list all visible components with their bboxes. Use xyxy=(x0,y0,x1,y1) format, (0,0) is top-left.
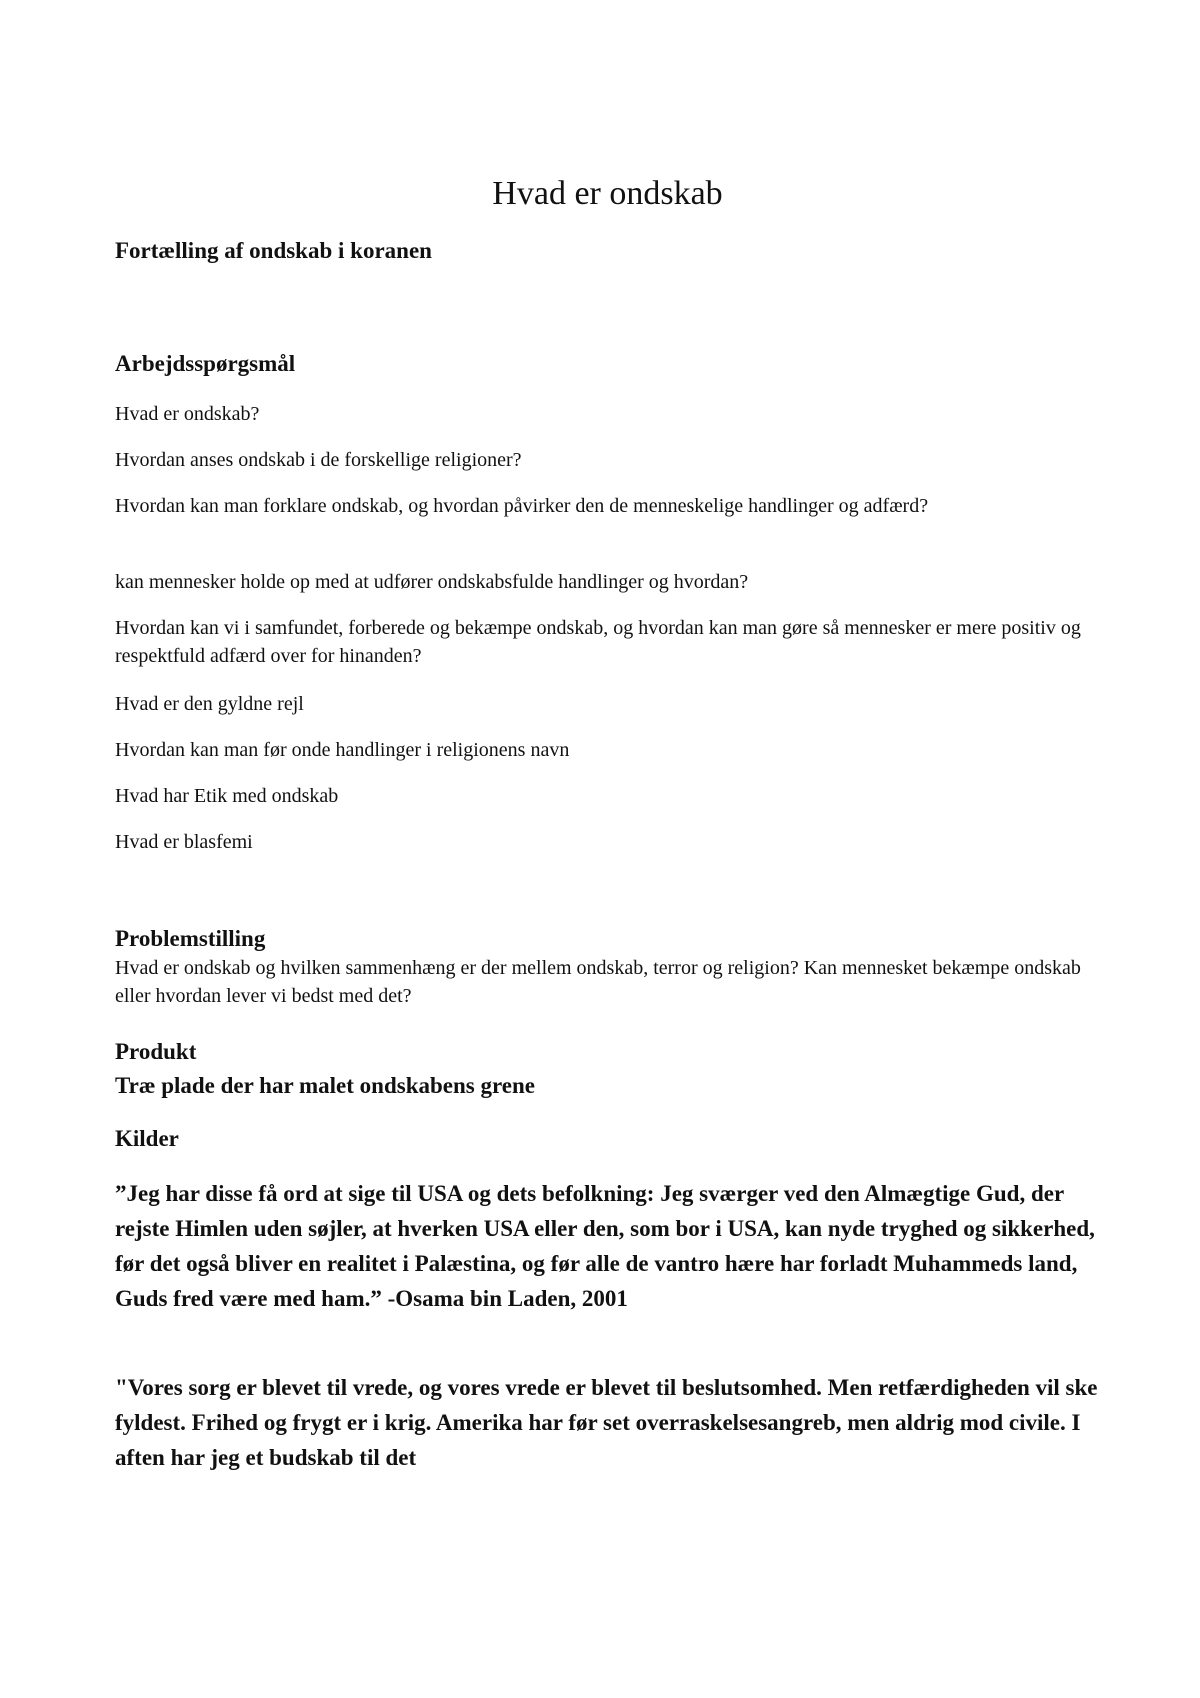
quote-osama: ”Jeg har disse få ord at sige til USA og dets befolkning: Jeg sværger ved den Almægtige Gud, der rejste Himlen uden søjler, at hverken USA eller den, som bor i USA, kan nyde tryghed og sikkerhed, før det også bliver en realitet i Palæstina, og før alle de vantro hære har forladt Muhammeds land, Guds fred være med ham.” -Osama bin Laden, 2001 xyxy=(115,1181,1095,1311)
sources-heading: Kilder xyxy=(115,1126,179,1151)
product-text: Træ plade der har malet ondskabens grene xyxy=(115,1073,535,1098)
question-item: Hvad er blasfemi xyxy=(115,831,253,853)
question-item: kan mennesker holde op med at udfører ondskabsfulde handlinger og hvordan? xyxy=(115,571,749,593)
question-item: Hvordan kan vi i samfundet, forberede og bekæmpe ondskab, og hvordan kan man gøre så mennesker er mere positiv og respektfuld adfærd over for hinanden? xyxy=(115,617,1081,667)
product-heading: Produkt xyxy=(115,1039,197,1064)
document-page xyxy=(115,0,1100,1698)
question-item: Hvordan kan man før onde handlinger i religionens navn xyxy=(115,739,570,761)
quote-bush: "Vores sorg er blevet til vrede, og vores vrede er blevet til beslutsomhed. Men retfærdigheden vil ske fyldest. Frihed og frygt er i krig. Amerika har før set overraskelsesangreb, men aldrig mod civile. I aften har jeg et budskab til det xyxy=(115,1375,1098,1470)
question-item: Hvad har Etik med ondskab xyxy=(115,785,339,807)
question-item: Hvad er den gyldne rejl xyxy=(115,693,304,715)
questions-heading: Arbejdsspørgsmål xyxy=(115,351,296,376)
question-item: Hvad er ondskab? xyxy=(115,403,260,425)
question-item: Hvordan kan man forklare ondskab, og hvordan påvirker den de menneskelige handlinger og adfærd? xyxy=(115,495,929,517)
problem-heading: Problemstilling xyxy=(115,926,266,951)
question-item: Hvordan anses ondskab i de forskellige religioner? xyxy=(115,449,522,471)
document-subtitle: Fortælling af ondskab i koranen xyxy=(115,238,432,263)
problem-text: Hvad er ondskab og hvilken sammenhæng er der mellem ondskab, terror og religion? Kan mennesket bekæmpe ondskab eller hvordan lever vi bedst med det? xyxy=(115,957,1081,1007)
document-title: Hvad er ondskab xyxy=(492,175,723,212)
